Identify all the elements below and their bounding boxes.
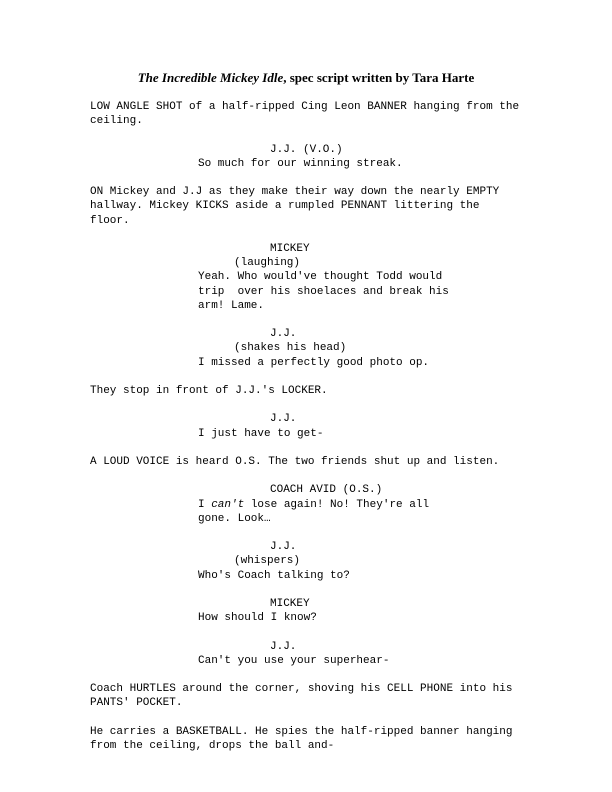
dialogue-line: gone. Look… — [198, 512, 271, 525]
character-cue: J.J. (V.O.) — [270, 143, 343, 156]
dialogue-line: I missed a perfectly good photo op. — [198, 356, 430, 369]
dialogue-line: trip over his shoelaces and break his — [198, 285, 449, 298]
character-cue: COACH AVID (O.S.) — [270, 484, 383, 497]
parenthetical: (whispers) — [234, 555, 301, 568]
action-line: PANTS' POCKET. — [90, 697, 183, 710]
action-line: ON Mickey and J.J as they make their way down the nearly EMPTY — [90, 186, 500, 199]
dialogue-line: Can't you use your superhear- — [198, 654, 390, 667]
character-cue: J.J. — [270, 328, 297, 341]
action-line: They stop in front of J.J.'s LOCKER. — [90, 385, 328, 397]
action-line: A LOUD VOICE is heard O.S. The two friends shut up and listen. — [90, 456, 500, 468]
dialogue-line: How should I know? — [198, 612, 317, 625]
show-title: The Incredible Mickey Idle — [137, 70, 284, 85]
action-line: floor. — [90, 214, 130, 227]
title-byline: , spec script written by Tara Harte — [283, 70, 475, 85]
dialogue-line: Yeah. Who would've thought Todd would — [198, 271, 443, 284]
parenthetical: (shakes his head) — [234, 342, 347, 355]
dialogue-line: Who's Coach talking to? — [198, 569, 350, 582]
action-line: He carries a BASKETBALL. He spies the half-ripped banner hanging — [90, 725, 513, 738]
dialogue-line: So much for our winning streak. — [198, 157, 403, 170]
character-cue: J.J. — [270, 640, 297, 653]
parenthetical: (laughing) — [234, 257, 301, 270]
dialogue-line: I just have to get- — [198, 427, 324, 440]
action-line: Coach HURTLES around the corner, shoving his CELL PHONE into his — [90, 683, 513, 696]
action-line: from the ceiling, drops the ball and- — [90, 740, 335, 752]
page-title — [0, 70, 612, 86]
character-cue: J.J. — [270, 413, 297, 426]
character-cue: MICKEY — [270, 598, 310, 610]
dialogue-line: arm! Lame. — [198, 299, 265, 312]
emphasis: can't — [211, 498, 245, 511]
character-cue: MICKEY — [270, 243, 310, 255]
character-cue: J.J. — [270, 541, 297, 554]
dialogue-line: I can't lose again! No! They're all — [198, 498, 430, 511]
action-line: ceiling. — [90, 115, 143, 128]
action-line: LOW ANGLE SHOT of a half-ripped Cing Leon BANNER hanging from the — [90, 101, 520, 113]
action-line: hallway. Mickey KICKS aside a rumpled PENNANT littering the — [90, 200, 480, 213]
